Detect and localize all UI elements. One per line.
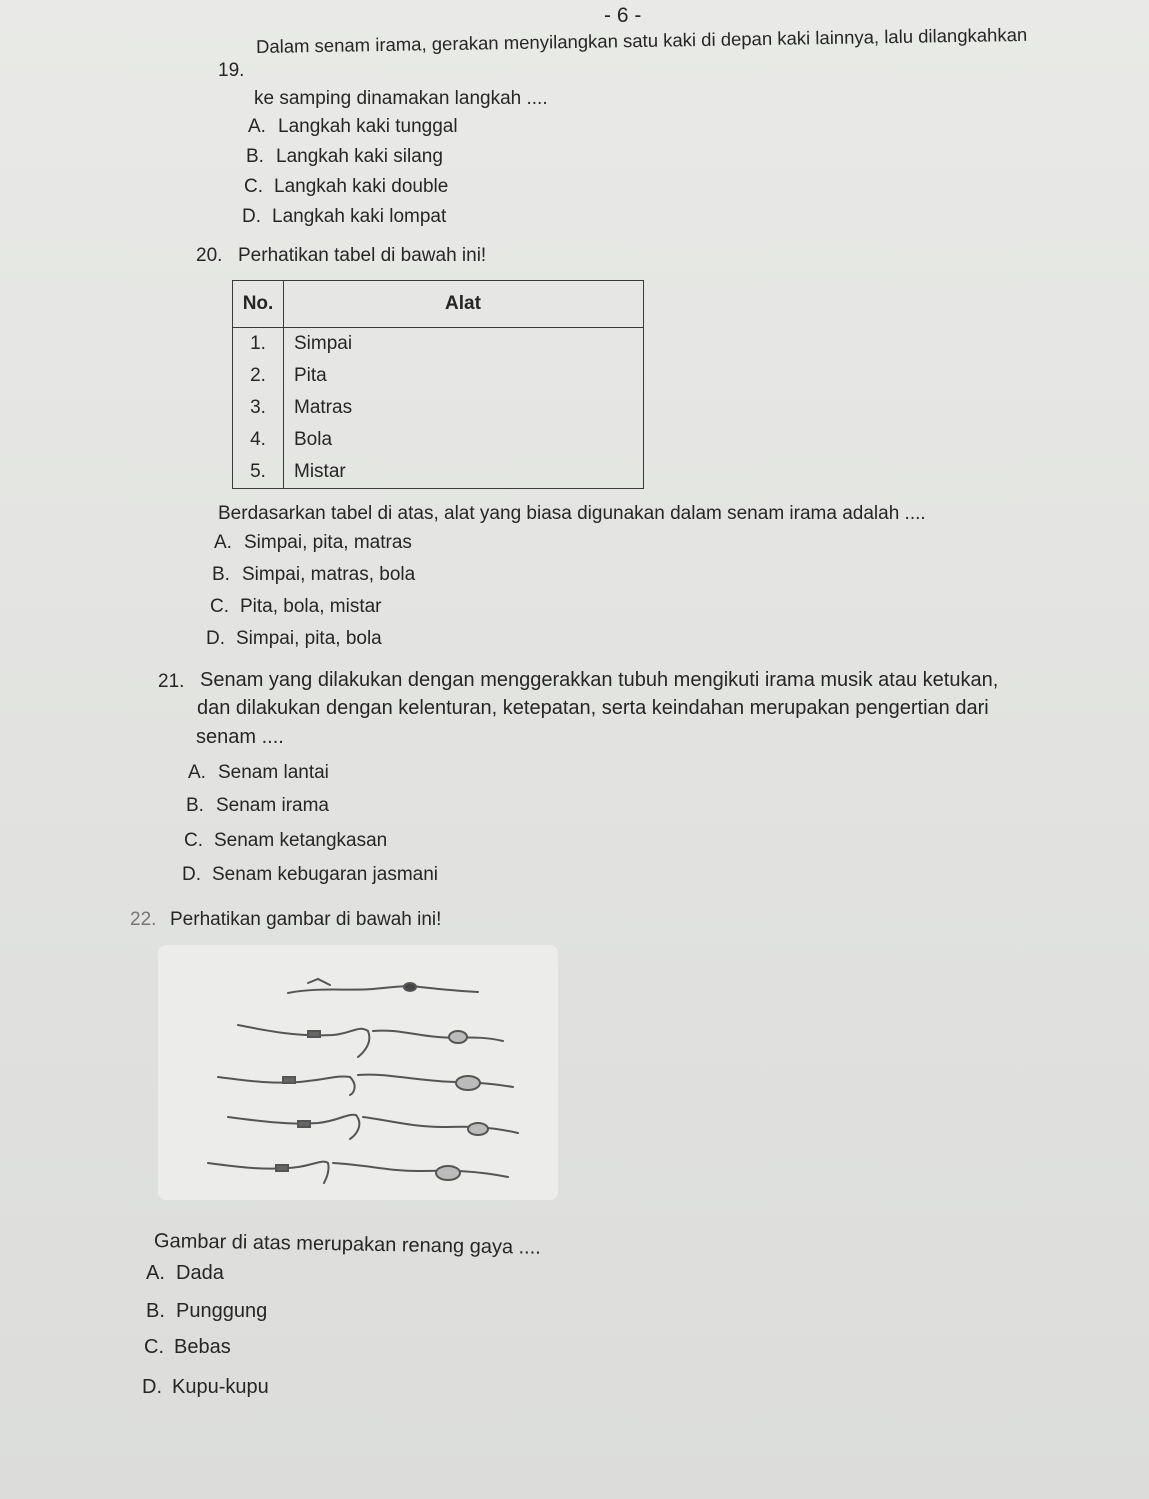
option-letter: C. — [244, 176, 263, 197]
table-cell-no: 5. — [233, 456, 284, 489]
option-letter: D. — [182, 864, 201, 885]
q21-option-b[interactable] — [186, 795, 329, 817]
table-cell-no: 3. — [233, 392, 284, 424]
option-text: Simpai, pita, matras — [244, 532, 412, 553]
q20-question: Berdasarkan tabel di atas, alat yang biasa digunakan dalam senam irama adalah .... — [218, 503, 926, 524]
option-text: Senam kebugaran jasmani — [212, 864, 439, 885]
option-text: Langkah kaki double — [274, 176, 449, 197]
table-header-row — [233, 281, 644, 328]
table-row — [233, 424, 644, 456]
q19-line-1: Dalam senam irama, gerakan menyilangkan satu kaki di depan kaki lainnya, lalu dilangkahkan — [255, 23, 1028, 57]
option-text: Senam irama — [216, 795, 329, 816]
q22-intro: Perhatikan gambar di bawah ini! — [170, 909, 442, 930]
option-letter: C. — [210, 596, 229, 617]
q19-option-a[interactable] — [248, 116, 458, 138]
q21-option-a[interactable] — [188, 762, 329, 784]
option-letter: B. — [212, 564, 230, 585]
option-letter: A. — [146, 1262, 165, 1284]
option-text: Senam ketangkasan — [214, 830, 388, 851]
table-cell-alat: Pita — [284, 360, 644, 392]
table-header-no: No. — [233, 281, 284, 328]
swimming-illustration — [158, 945, 558, 1200]
table-row — [233, 360, 644, 392]
q20-option-d[interactable] — [206, 628, 382, 650]
q20-option-a[interactable] — [214, 532, 412, 554]
table-header-alat: Alat — [284, 281, 644, 328]
table-cell-no: 4. — [233, 424, 284, 456]
q19-option-d[interactable] — [242, 206, 446, 228]
q20-number: 20. — [196, 245, 223, 266]
option-letter: B. — [146, 1300, 165, 1322]
table-row — [233, 392, 644, 424]
table-cell-alat: Matras — [284, 392, 644, 424]
option-letter: D. — [206, 628, 225, 649]
option-text: Pita, bola, mistar — [240, 596, 382, 617]
option-text: Langkah kaki lompat — [272, 206, 447, 227]
table-cell-alat: Mistar — [284, 456, 644, 489]
option-text: Senam lantai — [218, 762, 329, 783]
option-text: Bebas — [174, 1336, 231, 1358]
q21-line-3: senam .... — [196, 726, 284, 748]
table-cell-alat: Bola — [284, 424, 644, 456]
q19-number: 19. — [218, 60, 245, 81]
q22-option-d[interactable] — [142, 1376, 269, 1399]
option-text: Simpai, pita, bola — [236, 628, 382, 649]
option-letter: C. — [184, 830, 203, 851]
q20-option-b[interactable] — [212, 564, 415, 586]
option-letter: D. — [142, 1376, 162, 1398]
q19-line-2: ke samping dinamakan langkah .... — [254, 88, 548, 109]
q19-option-b[interactable] — [246, 146, 443, 168]
option-letter: D. — [242, 206, 261, 227]
option-letter: A. — [248, 116, 266, 137]
q21-option-d[interactable] — [182, 864, 438, 886]
option-text: Punggung — [176, 1300, 268, 1322]
q22-question: Gambar di atas merupakan renang gaya .... — [153, 1230, 542, 1259]
q19-option-c[interactable] — [244, 176, 448, 198]
option-text: Langkah kaki silang — [276, 146, 443, 167]
table-row — [233, 328, 644, 361]
option-text: Kupu-kupu — [172, 1376, 269, 1398]
swimmer-figures-icon — [158, 945, 558, 1200]
option-letter: B. — [186, 795, 204, 816]
alat-table — [232, 280, 644, 489]
q21-line-2: dan dilakukan dengan kelenturan, ketepatan, serta keindahan merupakan pengertian dari — [197, 697, 989, 719]
table-cell-alat: Simpai — [284, 328, 644, 361]
page-number: - 6 - — [604, 4, 642, 27]
q21-number: 21. — [158, 671, 185, 692]
q21-option-c[interactable] — [184, 830, 387, 852]
table-row — [233, 456, 644, 489]
option-letter: B. — [246, 146, 264, 167]
q22-option-b[interactable] — [146, 1300, 267, 1323]
option-text: Dada — [176, 1262, 224, 1284]
q22-number: 22. — [130, 909, 157, 930]
q20-option-c[interactable] — [210, 596, 382, 618]
table-cell-no: 1. — [233, 328, 284, 361]
q22-option-c[interactable] — [144, 1336, 231, 1359]
option-letter: A. — [188, 762, 206, 783]
q22-option-a[interactable] — [146, 1262, 224, 1285]
q21-line-1: Senam yang dilakukan dengan menggerakkan tubuh mengikuti irama musik atau ketukan, — [200, 669, 999, 691]
option-letter: A. — [214, 532, 232, 553]
option-text: Simpai, matras, bola — [242, 564, 416, 585]
option-text: Langkah kaki tunggal — [278, 116, 458, 137]
q20-intro: Perhatikan tabel di bawah ini! — [238, 245, 487, 266]
option-letter: C. — [144, 1336, 164, 1358]
table-cell-no: 2. — [233, 360, 284, 392]
